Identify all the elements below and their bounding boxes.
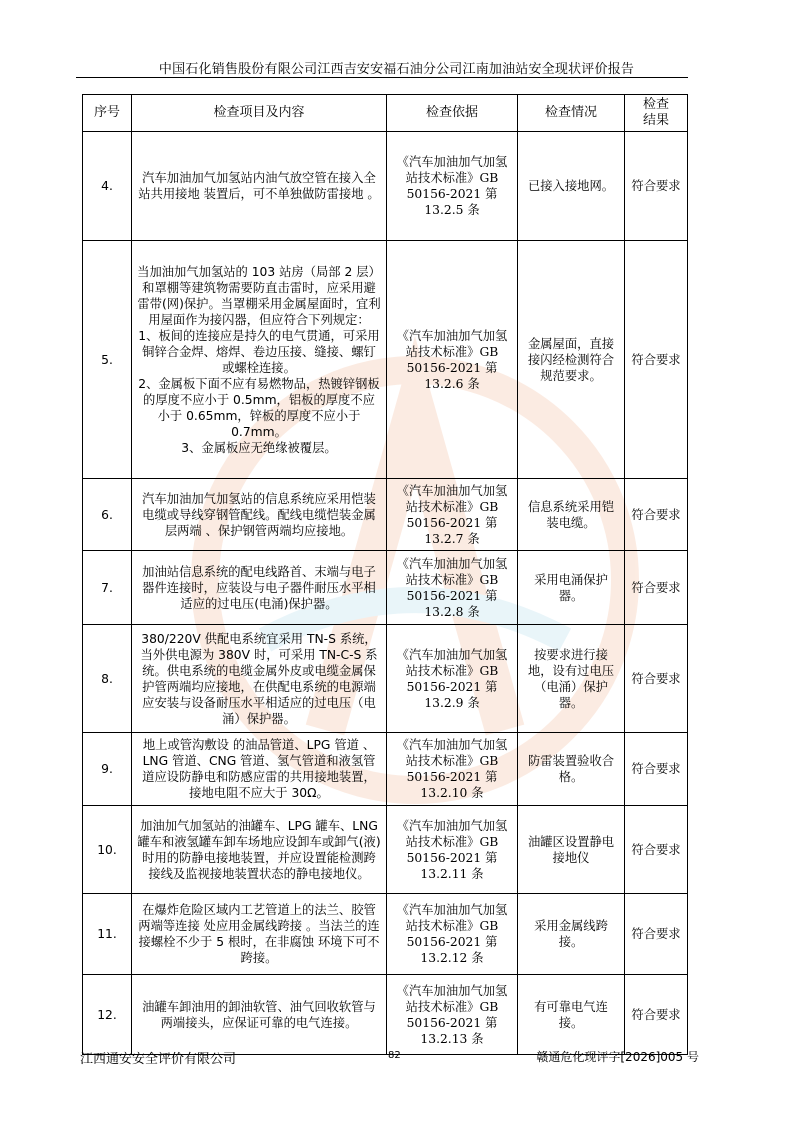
row-result: 符合要求 [625,241,688,479]
row-item: 加油站信息系统的配电线路首、末端与电子器件连接时，应装设与电子器件耐压水平相适应的过电压(电涌)保护器。 [132,551,387,625]
row-no: 7. [83,551,132,625]
table-row [83,733,688,806]
row-item: 汽车加油加气加氢站内油气放空管在接入全站共用接地 装置后，可不单独做防雷接地 。 [132,132,387,241]
row-basis: 《汽车加油加气加氢站技术标准》GB 50156-2021 第 13.2.11 条 [387,806,518,894]
table-row [83,625,688,733]
row-status: 防雷装置验收合格。 [518,733,625,806]
col-header-item: 检查项目及内容 [132,95,387,132]
footer-page-number: 82 [388,1050,401,1061]
table-row [83,132,688,241]
row-item: 地上或管沟敷设 的油品管道、LPG 管道 、LNG 管道、CNG 管道、氢气管道和液氢管道应设防静电和防感应雷的共用接地装置，接地电阻不应大于 30Ω。 [132,733,387,806]
row-no: 11. [83,894,132,975]
row-result: 符合要求 [625,551,688,625]
table-row [83,551,688,625]
row-basis: 《汽车加油加气加氢站技术标准》GB 50156-2021 第 13.2.12 条 [387,894,518,975]
header-divider [76,77,688,78]
row-no: 10. [83,806,132,894]
row-status: 金属屋面，直接接闪经检测符合规范要求。 [518,241,625,479]
page-header-title: 中国石化销售股份有限公司江西吉安安福石油分公司江南加油站安全现状评价报告 [158,62,635,77]
row-basis: 《汽车加油加气加氢站技术标准》GB 50156-2021 第 13.2.7 条 [387,479,518,551]
row-basis: 《汽车加油加气加氢站技术标准》GB 50156-2021 第 13.2.6 条 [387,241,518,479]
row-item: 380/220V 供配电系统宜采用 TN-S 系统，当外供电源为 380V 时，可采用 TN-C-S 系统。供电系统的电缆金属外皮或电缆金属保护管两端均应接地，在供配电系统的电源端应安装与设备耐压水平相适应的过电压（电涌）保护器。 [132,625,387,733]
row-no: 8. [83,625,132,733]
row-basis: 《汽车加油加气加氢站技术标准》GB 50156-2021 第 13.2.9 条 [387,625,518,733]
table-row [83,479,688,551]
table-row [83,806,688,894]
row-result: 符合要求 [625,479,688,551]
row-result: 符合要求 [625,806,688,894]
row-status: 已接入接地网。 [518,132,625,241]
row-status: 按要求进行接地，设有过电压（电涌）保护器。 [518,625,625,733]
row-item: 油罐车卸油用的卸油软管、油气回收软管与两端接头，应保证可靠的电气连接。 [132,975,387,1055]
footer-company: 江西通安安全评价有限公司 [80,1052,237,1067]
row-item: 汽车加油加气加氢站的信息系统应采用恺装电缆或导线穿钢管配线。配线电缆恺装金属层两端 、保护钢管两端均应接地。 [132,479,387,551]
row-item: 加油加气加氢站的油罐车、LPG 罐车、LNG 罐车和液氢罐车卸车场地应设卸车或卸气(液)时用的防静电接地装置，并应设置能检测跨接线及监视接地装置状态的静电接地仪。 [132,806,387,894]
inspection-table [82,94,688,1055]
row-status: 采用电涌保护器。 [518,551,625,625]
footer-doc-number: 赣通危化现评字[2026]005 号 [536,1050,699,1064]
row-no: 9. [83,733,132,806]
table-header-row [83,95,688,132]
row-no: 4. [83,132,132,241]
row-no: 5. [83,241,132,479]
row-status: 有可靠电气连接。 [518,975,625,1055]
row-status: 油罐区设置静电接地仪 [518,806,625,894]
col-header-no: 序号 [83,95,132,132]
table-row [83,975,688,1055]
row-basis: 《汽车加油加气加氢站技术标准》GB 50156-2021 第 13.2.8 条 [387,551,518,625]
row-result: 符合要求 [625,975,688,1055]
row-status: 采用金属线跨接。 [518,894,625,975]
col-header-status: 检查情况 [518,95,625,132]
row-status: 信息系统采用铠装电缆。 [518,479,625,551]
row-result: 符合要求 [625,132,688,241]
row-result: 符合要求 [625,625,688,733]
row-basis: 《汽车加油加气加氢站技术标准》GB 50156-2021 第 13.2.13 条 [387,975,518,1055]
row-basis: 《汽车加油加气加氢站技术标准》GB 50156-2021 第 13.2.10 条 [387,733,518,806]
row-item: 在爆炸危险区域内工艺管道上的法兰、胶管两端等连接 处应用金属线跨接 。当法兰的连接螺栓不少于 5 根时，在非腐蚀 环境下可不跨接。 [132,894,387,975]
row-no: 12. [83,975,132,1055]
col-header-basis: 检查依据 [387,95,518,132]
row-result: 符合要求 [625,894,688,975]
row-basis: 《汽车加油加气加氢站技术标准》GB 50156-2021 第 13.2.5 条 [387,132,518,241]
row-result: 符合要求 [625,733,688,806]
row-no: 6. [83,479,132,551]
table-row [83,894,688,975]
row-item: 当加油加气加氢站的 103 站房（局部 2 层）和罩棚等建筑物需要防直击雷时，应采用避雷带(网)保护。当罩棚采用金属屋面时，宜利用屋面作为接闪器，但应符合下列规定： 1、板间的连接应是持久的电气贯通，可采用铜锌合金焊、熔焊、卷边压接、缝接、螺钉或螺栓连接。 2、金属板下面不应有易燃物品，热镀锌钢板的厚度不应小于 0.5mm，铝板的厚度不应小于 0.65mm，锌板的厚度不应小于 0.7mm。 3、金属板应无绝缘被覆层。 [132,241,387,479]
col-header-result: 检查结果 [625,95,688,132]
table-row [83,241,688,479]
